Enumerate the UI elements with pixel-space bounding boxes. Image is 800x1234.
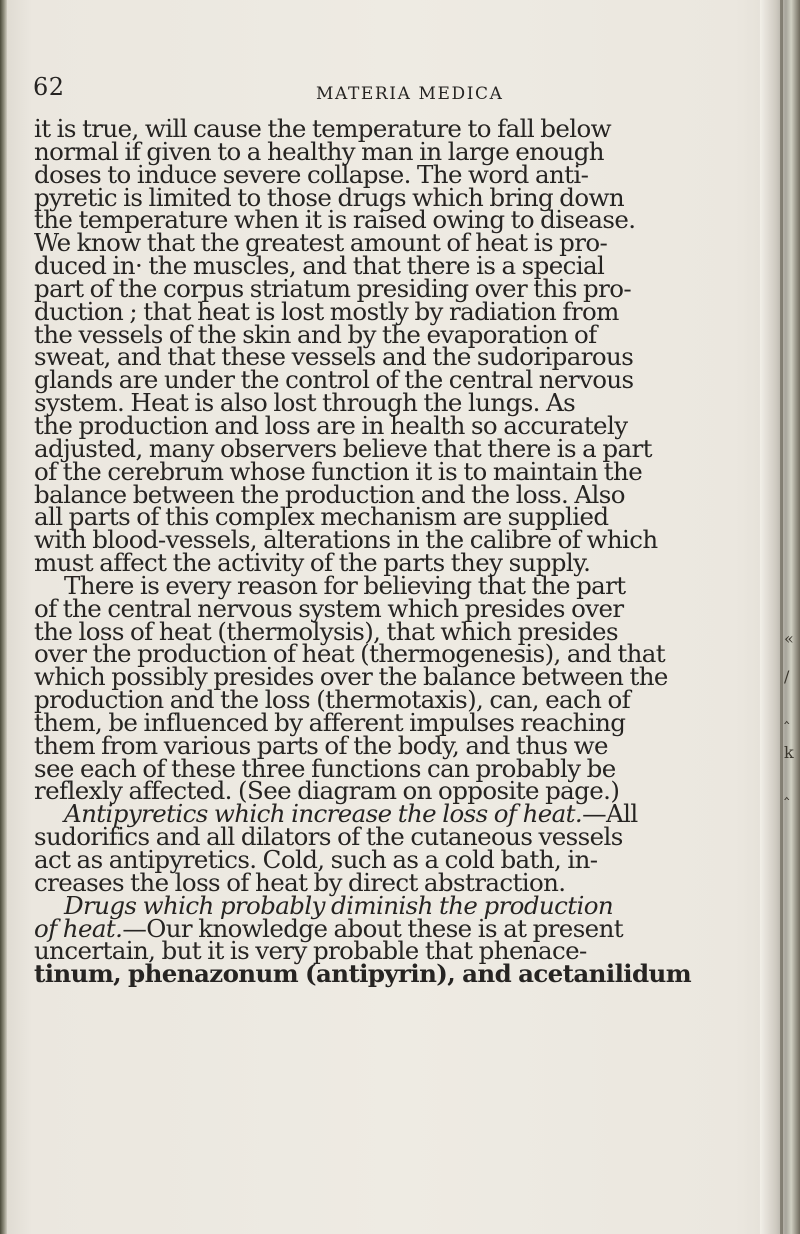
text-line: doses to induce severe collapse. The word anti- — [34, 159, 589, 189]
text-line: all parts of this complex mechanism are supplied — [34, 502, 609, 532]
running-head: MATERIA MEDICA — [316, 84, 504, 104]
margin-marks — [784, 620, 798, 860]
text-line: sweat, and that these vessels and the sudoriparous — [34, 342, 634, 372]
text-line: system. Heat is also lost through the lungs. As — [34, 388, 576, 418]
margin-mark: ‸ — [784, 781, 790, 800]
text-line: uncertain, but it is very probable that phenace- — [34, 936, 587, 966]
text-line: balance between the production and the loss. Also — [34, 479, 625, 509]
page-gutter-shadow — [0, 0, 7, 1234]
text-line: pyretic is limited to those drugs which bring down — [34, 182, 625, 212]
text-line: creases the loss of heat by direct abstraction. — [34, 867, 566, 897]
text-line: the production and loss are in health so accurately — [34, 410, 628, 440]
page-edge-line — [780, 0, 783, 1234]
text-line: duced in· the muscles, and that there is a special — [34, 251, 605, 281]
text-line: over the production of heat (thermogenesis), and that — [34, 639, 666, 669]
text-run: —Our knowledge about these is at present — [122, 913, 623, 943]
text-run: —All — [582, 799, 638, 829]
text-line: must affect the activity of the parts they supply. — [34, 548, 591, 578]
text-line: see each of these three functions can probably be — [34, 753, 616, 783]
text-line: production and the loss (thermotaxis), can, each of — [34, 685, 631, 715]
margin-mark: ‸ — [784, 705, 790, 724]
italic-heading: Drugs which probably diminish the production — [64, 890, 614, 920]
text-line: with blood-vessels, alterations in the calibre of which — [34, 525, 658, 555]
text-line: glands are under the control of the central nervous — [34, 365, 634, 395]
page-number: 62 — [33, 73, 65, 101]
text-line: part of the corpus striatum presiding over this pro- — [34, 273, 632, 303]
body-text — [34, 114, 758, 989]
text-line: adjusted, many observers believe that there is a part — [34, 433, 652, 463]
margin-mark: / — [784, 667, 790, 686]
text-line: We know that the greatest amount of heat is pro- — [34, 228, 608, 258]
italic-heading: of heat. — [34, 913, 123, 943]
text-line: them from various parts of the body, and thus we — [34, 730, 608, 760]
italic-heading: Antipyretics which increase the loss of heat. — [64, 799, 583, 829]
text-line: reflexly affected. (See diagram on opposite page.) — [34, 776, 620, 806]
text-line: of the cerebrum whose function it is to maintain the — [34, 456, 643, 486]
text-line: normal if given to a healthy man in large enough — [34, 136, 604, 166]
text-line: tinum, phenazonum (antipyrin), and acetanilidum — [34, 959, 692, 989]
margin-mark: « — [784, 629, 794, 648]
text-line: them, be influenced by afferent impulses reaching — [34, 707, 626, 737]
text-line: the loss of heat (thermolysis), that which presides — [34, 616, 618, 646]
text-line: it is true, will cause the temperature to fall below — [34, 114, 611, 143]
text-line: of the central nervous system which presides over — [34, 593, 624, 623]
text-line: sudorifics and all dilators of the cutaneous vessels — [34, 822, 623, 852]
text-line: act as antipyretics. Cold, such as a cold bath, in- — [34, 845, 598, 874]
text-line: duction ; that heat is lost mostly by radiation from — [34, 296, 619, 326]
text-line: which possibly presides over the balance between the — [34, 662, 668, 692]
text-line: There is every reason for believing that the part — [64, 570, 626, 600]
text-line: the temperature when it is raised owing to disease. — [34, 205, 636, 235]
margin-mark: k — [784, 743, 794, 762]
text-line: the vessels of the skin and by the evaporation of — [34, 319, 597, 349]
